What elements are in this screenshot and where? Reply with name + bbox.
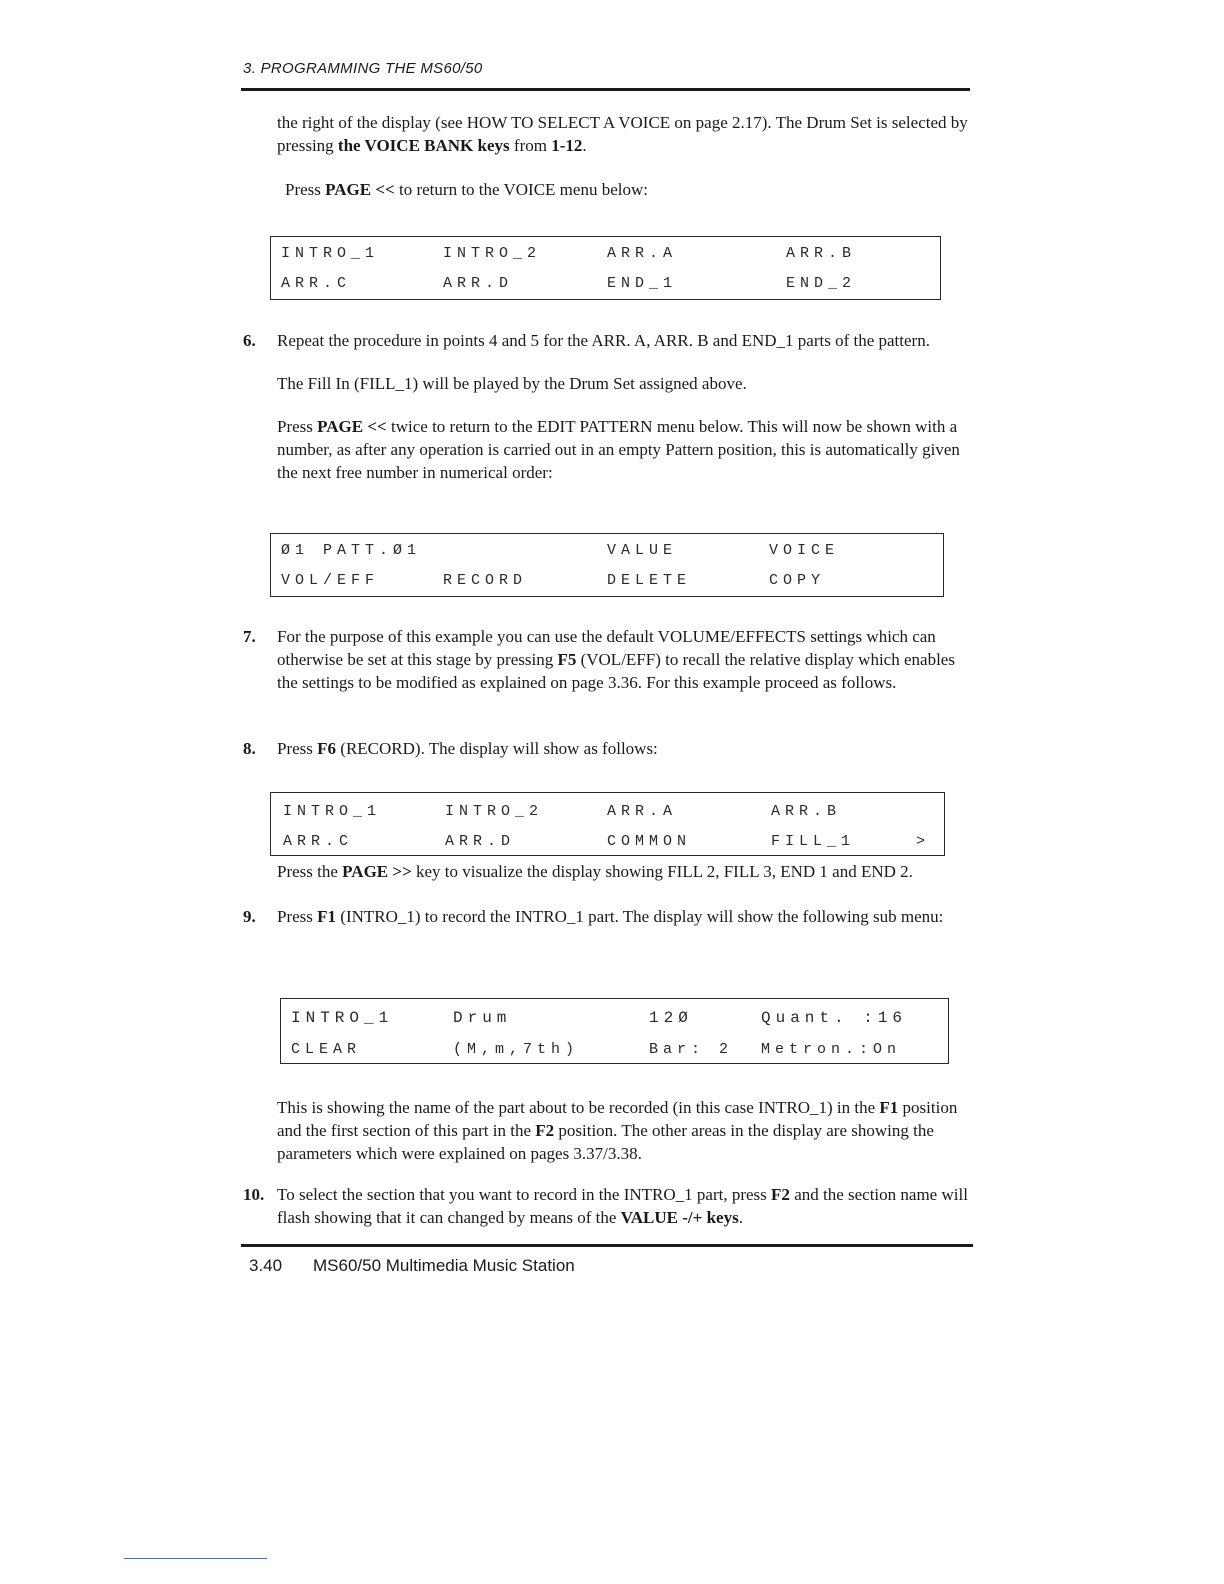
lcd-cell: CLEAR (291, 1041, 362, 1058)
bold-text: the VOICE BANK keys (337, 136, 510, 155)
lcd-cell: COMMON (607, 833, 692, 850)
bold-text: VALUE -/+ keys (620, 1208, 739, 1227)
lcd-cell: ARR.C (283, 833, 354, 850)
footer-title: MS60/50 Multimedia Music Station (313, 1256, 575, 1275)
text: key to visualize the display showing FILL 2, FILL 3, END 1 and END 2. (411, 862, 913, 881)
lcd-cell: Metron.:On (761, 1041, 902, 1058)
page-number: 3.40 (249, 1256, 283, 1275)
lcd-cell: Bar: 2 (649, 1041, 734, 1058)
bold-text: F5 (557, 650, 577, 669)
lcd-cell: INTRO_1 (283, 803, 382, 820)
text: Press the (277, 862, 343, 881)
step-9-text (277, 905, 971, 928)
lcd-cell: 12Ø (649, 1009, 693, 1027)
text: Press (285, 180, 326, 199)
step-number: 10. (243, 1185, 265, 1204)
lcd-display-edit-pattern (270, 533, 944, 597)
text: For the purpose of this example you can use the default VOLUME/EFFECTS settings which can otherwise be set at this stage by pressing (277, 627, 936, 669)
lcd-cell: ARR.D (443, 275, 514, 292)
step-number: 9. (243, 907, 256, 926)
step-8-after (277, 860, 971, 883)
text: This is showing the name of the part about to be recorded (in this case INTRO_1) in the (277, 1098, 880, 1117)
text: twice to return to the EDIT PATTERN menu below. This will now be shown with a number, as after any operation is carried out in an empty Pattern position, this is automatically given the next free number in numerical order: (277, 417, 960, 482)
bold-text: PAGE << (317, 417, 387, 436)
lcd-cell: VALUE (607, 542, 678, 559)
step-6-text: Repeat the procedure in points 4 and 5 for the ARR. A, ARR. B and END_1 parts of the pattern. (277, 331, 930, 350)
lcd-cell: INTRO_2 (443, 245, 542, 262)
lcd-cell: VOICE (769, 542, 840, 559)
bold-text: F1 (879, 1098, 899, 1117)
lcd-cell: VOL/EFF (281, 572, 380, 589)
step-number: 7. (243, 627, 256, 646)
text: (RECORD). The display will show as follows: (336, 739, 658, 758)
lcd-cell: ARR.A (607, 803, 678, 820)
text: . (738, 1208, 743, 1227)
lcd-display-record-menu (270, 792, 945, 856)
lcd-cell: ARR.A (607, 245, 678, 262)
lcd-cell: INTRO_2 (445, 803, 544, 820)
lcd-display-intro-submenu (280, 998, 949, 1064)
bold-text: PAGE >> (342, 862, 412, 881)
lcd-cell: ARR.D (445, 833, 516, 850)
bold-text: PAGE << (325, 180, 395, 199)
text: To select the section that you want to record in the INTRO_1 part, press (277, 1185, 772, 1204)
lcd-cell: FILL_1 (771, 833, 856, 850)
step-6-fill-note: The Fill In (FILL_1) will be played by the Drum Set assigned above. (277, 374, 747, 393)
bold-text: F2 (535, 1121, 555, 1140)
footer-rule (241, 1244, 973, 1247)
text: Press (277, 739, 318, 758)
lcd-cell: ARR.B (786, 245, 857, 262)
text: position. The other areas in the display are showing the parameters which were explained on pages 3.37/3.38. (277, 1121, 934, 1163)
text: (INTRO_1) to record the INTRO_1 part. The display will show the following sub menu: (336, 907, 944, 926)
lcd-cell: Quant. :16 (761, 1009, 908, 1027)
bottom-link-line (124, 1558, 267, 1559)
lcd-cell: END_2 (786, 275, 857, 292)
step-10-text (277, 1183, 971, 1229)
lcd-cell: INTRO_1 (281, 245, 380, 262)
lcd-cell: Ø1 PATT.Ø1 (281, 542, 422, 559)
header-rule (241, 88, 970, 91)
lcd-cell: END_1 (607, 275, 678, 292)
text: (VOL/EFF) to recall the relative display which enables the settings to be modified as explained on page 3.36. For this example proceed as follows. (277, 650, 955, 692)
lcd-cell: ARR.C (281, 275, 352, 292)
text: from (509, 136, 552, 155)
lcd-cell: COPY (769, 572, 826, 589)
step-9-after (277, 1096, 971, 1165)
bold-text: F1 (317, 907, 337, 926)
text: Press (277, 907, 318, 926)
step-number: 8. (243, 739, 256, 758)
bold-text: F6 (317, 739, 337, 758)
text: to return to the VOICE menu below: (394, 180, 648, 199)
lcd-cell: (M,m,7th) (453, 1041, 580, 1058)
lcd-cell: Drum (453, 1009, 512, 1027)
text: the right of the display (see HOW TO SELECT A VOICE on page 2.17). The Drum Set is selected by pressing (277, 113, 968, 155)
bold-text: 1-12 (551, 136, 583, 155)
bold-text: F2 (771, 1185, 790, 1204)
intro-instruction (285, 178, 979, 201)
text: . (582, 136, 587, 155)
step-7-text (277, 625, 971, 694)
lcd-cell: INTRO_1 (291, 1009, 394, 1027)
step-6-instruction (277, 415, 971, 484)
text: and the section name will flash showing that it can changed by means of the (277, 1185, 968, 1227)
lcd-cell: ARR.B (771, 803, 842, 820)
step-8-text (277, 737, 971, 760)
step-number: 6. (243, 331, 256, 350)
lcd-cell: RECORD (443, 572, 528, 589)
lcd-display-voice-menu (270, 236, 941, 300)
running-header: 3. PROGRAMMING THE MS60/50 (243, 60, 483, 77)
text: position and the first section of this part in the (277, 1098, 958, 1140)
intro-paragraph (277, 111, 971, 157)
lcd-cell: DELETE (607, 572, 692, 589)
text: Press (277, 417, 318, 436)
lcd-arrow: > (916, 833, 931, 850)
